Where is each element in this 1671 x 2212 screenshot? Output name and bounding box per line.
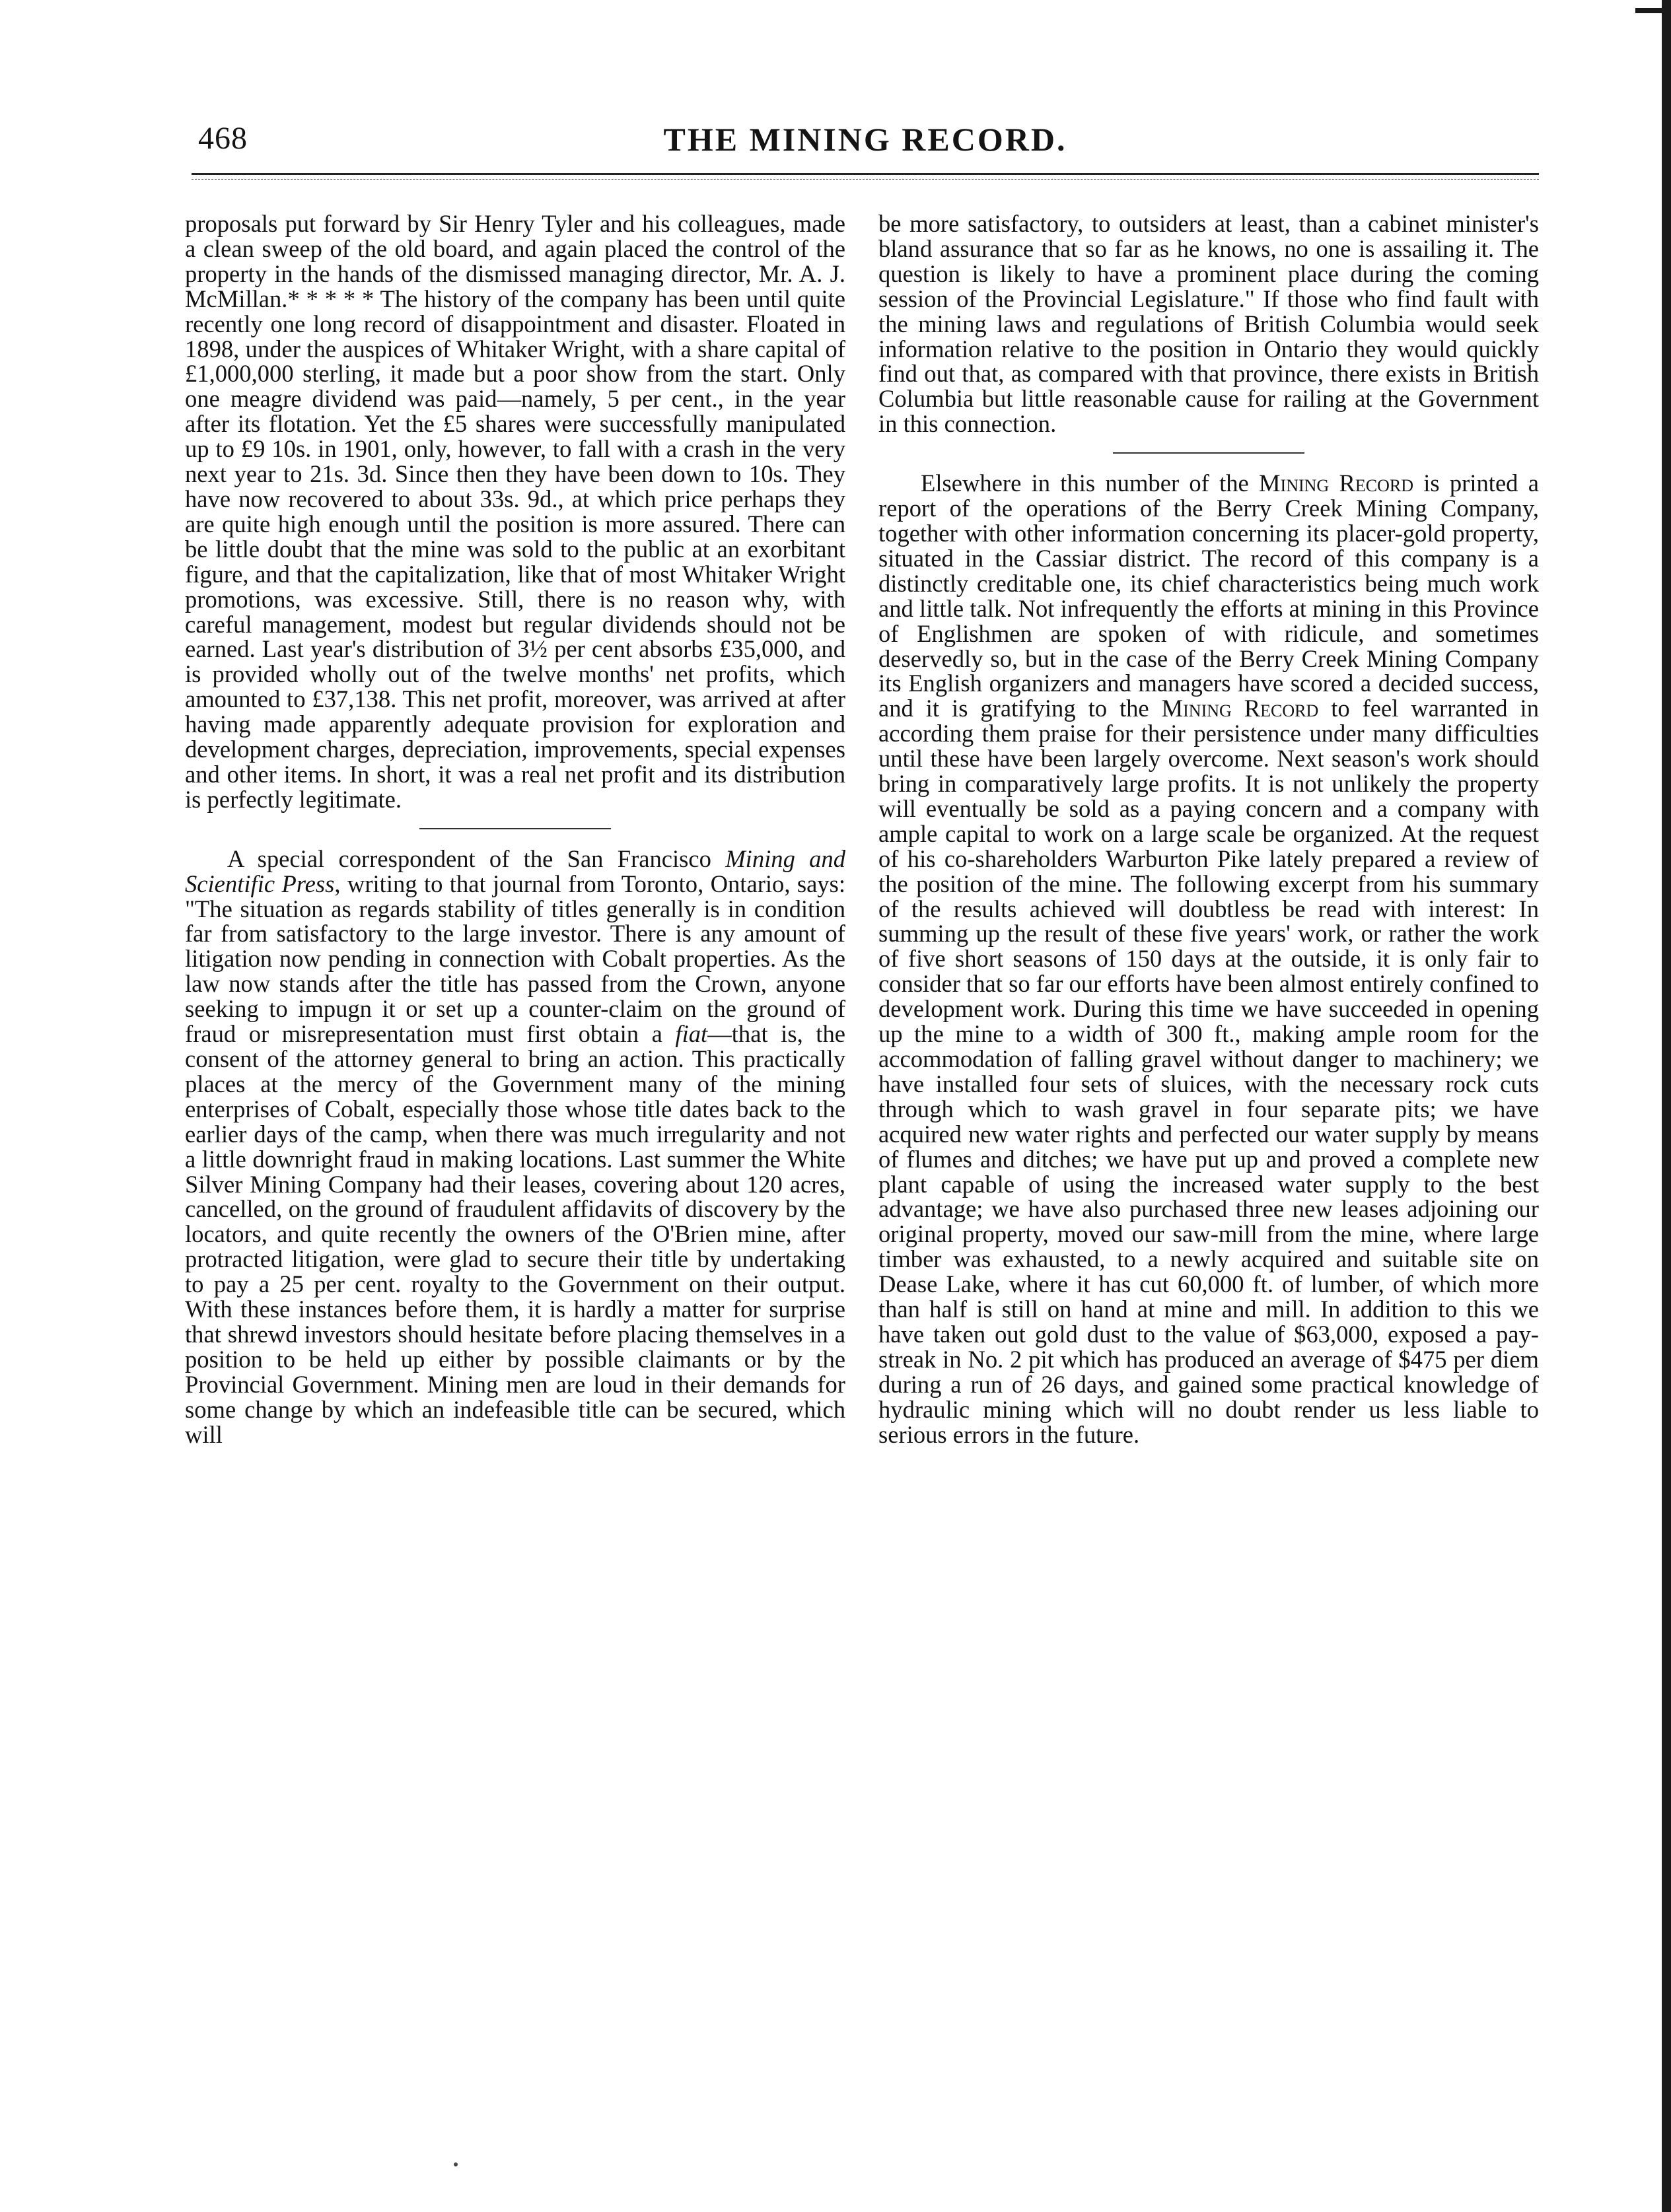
right-column [878,211,1539,1447]
left-column [185,211,845,1447]
italic-term: fiat [675,1020,708,1048]
text-run: is printed a report of the operations of the Berry Creek Mining Company, together with other information concerning its placer-gold property, situated in the Cassiar district. The record of this company is a distinctly creditable one, its chief characteristics being much work and little talk. Not infrequently the efforts at mining in this Province of Englishmen are spoken of with ridicule, and sometimes deservedly so, but in the case of the Berry Creek Mining Company its English organizers and managers have scored a decided success, and it is gratifying to the [878,469,1539,722]
text-run: A special correspondent of the San Francisco [227,845,726,872]
journal-name: Mining and Scientific Press [185,845,845,897]
right-paragraph-1: be more satisfactory, to outsiders at least, than a cabinet minister's bland assurance that so far as he knows, no one is assailing it. The question is likely to have a prominent place during the coming session of the Provincial Legislature." If those who find fault with the mining laws and regulations of British Columbia would seek information relative to the position in Ontario they would quickly find out that, as compared with that province, there exists in British Columbia but little reasonable cause for railing at the Government in this connection. [878,210,1539,438]
left-paragraph-1: proposals put forward by Sir Henry Tyler and his colleagues, made a clean sweep of the old board, and again placed the control of the property in the hands of the dismissed managing director, Mr. A. J. McMillan.* * * * * The history of the company has been until quite recently one long record of disappointment and disaster. Floated in 1898, under the auspices of Whitaker Wright, with a share capital of £1,000,000 sterling, it made but a poor show from the start. Only one meagre dividend was paid—namely, 5 per cent., in the year after its flotation. Yet the £5 shares were successfully manipulated up to £9 10s. in 1901, only, however, to fall with a crash in the very next year to 21s. 3d. Since then they have been down to 10s. They have now recovered to about 33s. 9d., at which price perhaps they are quite high enough until the position is more assured. There can be little doubt that the mine was sold to the public at an exorbitant figure, and that the capitalization, like that of most Whitaker Wright promotions, was excessive. Still, there is no reason why, with careful management, modest but regular dividends should not be earned. Last year's distribution of 3½ per cent absorbs £35,000, and is provided wholly out of the twelve months' net profits, which amounted to £37,138. This net profit, moreover, was arrived at after having made apparently adequate provision for exploration and development charges, depreciation, improvements, special expenses and other items. In short, it was a real net profit and its distribution is perfectly legitimate. [185,210,845,813]
text-run: —that is, the consent of the attorney general to bring an action. This practically places at the mercy of the Government many of the mining enterprises of Cobalt, especially those whose title dates back to the earlier days of the camp, when there was much irregularity and not a little downright fraud in making locations. Last summer the White Silver Mining Company had their leases, covering about 120 acres, cancelled, on the ground of fraudulent affidavits of discovery by the locators, and quite recently the owners of the O'Brien mine, after protracted litigation, were glad to secure their title by undertaking to pay a 25 per cent. royalty to the Government on their output. With these instances before them, it is hardly a matter for surprise that shrewd investors should hesitate before placing themselves in a position to be held up either by possible claimants or by the Provincial Government. Mining men are loud in their demands for some change by which an indefeasible title can be secured, which will [185,1020,845,1448]
page-number: 468 [198,121,248,156]
text-run: to feel warranted in according them praise for their persistence under many difficulties until these have been largely overcome. Next season's work should bring in comparatively large profits. It is not unlikely the property will eventually be sold as a paying concern and a company with ample capital to work on a large scale be organized. At the request of his co-shareholders Warburton Pike lately prepared a review of the position of the mine. The following excerpt from his summary of the results achieved will doubtless be read with interest: In summing up the result of these five years' work, or rather the work of five short seasons of 150 days at the outside, it is only fair to consider that so far our efforts have been almost entirely confined to development work. During this time we have succeeded in opening up the mine to a width of 300 ft., making ample room for the accommodation of falling gravel without danger to machinery; we have installed four sets of sluices, with the necessary rock cuts through which to wash gravel in four separate pits; we have acquired new water rights and perfected our water supply by means of flumes and ditches; we have put up and proved a complete new plant capable of using the increased water supply to the best advantage; we have also purchased three new leases adjoining our original property, moved our saw-mill from the mine, where large timber was exhausted, to a newly acquired and suitable site on Dease Lake, where it has cut 60,000 ft. of lumber, of which more than half is still on hand at mine and mill. In addition to this we have taken out gold dust to the value of $63,000, exposed a pay-streak in No. 2 pit which has produced an average of $475 per diem during a run of 26 days, and gained some practical knowledge of hydraulic mining which will no doubt render us less liable to serious errors in the future. [878,695,1539,1448]
section-divider [1113,452,1304,454]
section-divider [419,828,611,829]
right-paragraph-2 [878,471,1539,1447]
journal-name: Mining Record [1259,469,1413,497]
text-run: , writing to that journal from Toronto, Ontario, says: "The situation as regards stability of titles generally is in condition far from satisfactory to the large investor. There is any amount of litigation now pending in connection with Cobalt properties. As the law now stands after the title has passed from the Crown, anyone seeking to impugn it or set up a counter-claim on the ground of fraud or misrepresentation must first obtain a [185,870,845,1048]
journal-title: THE MINING RECORD. [663,121,1067,158]
left-paragraph-2 [185,847,845,1447]
header-rule [192,173,1539,180]
stray-dot [454,2162,458,2166]
page-edge-bar [1662,0,1671,2212]
page-header [198,120,1532,160]
journal-name: Mining Record [1161,695,1319,722]
text-run: Elsewhere in this number of the [921,469,1260,497]
